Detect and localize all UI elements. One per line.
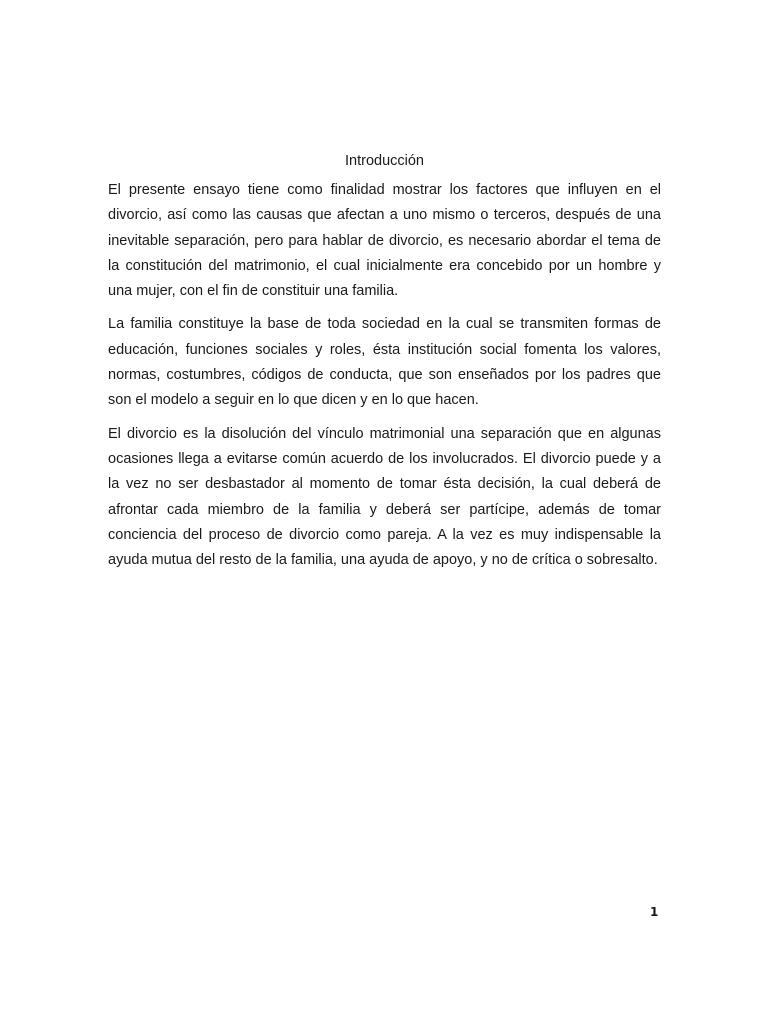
page-number: 1 xyxy=(650,905,659,919)
paragraph-3: El divorcio es la disolución del vínculo matrimonial una separación que en algunas ocasiones llega a evitarse común acuerdo de los involucrados. El divorcio puede y a la vez no ser desbastador al momento de tomar ésta decisión, la cual deberá de afrontar cada miembro de la familia y deberá ser partícipe, además de tomar conciencia del proceso de divorcio como pareja. A la vez es muy indispensable la ayuda mutua del resto de la familia, una ayuda de apoyo, y no de crítica o sobresalto. xyxy=(108,425,661,569)
document-title: Introducción xyxy=(345,153,424,169)
paragraph-1: El presente ensayo tiene como finalidad mostrar los factores que influyen en el divorcio, así como las causas que afectan a uno mismo o terceros, después de una inevitable separación, pero para hablar de divorcio, es necesario abordar el tema de la constitución del matrimonio, el cual inicialmente era concebido por un hombre y una mujer, con el fin de constituir una familia. xyxy=(108,182,661,300)
paragraph-2: La familia constituye la base de toda sociedad en la cual se transmiten formas de educación, funciones sociales y roles, ésta institución social fomenta los valores, normas, costumbres, códigos de conducta, que son enseñados por los padres que son el modelo a seguir en lo que dicen y en lo que hacen. xyxy=(108,316,661,409)
document-body xyxy=(108,148,661,581)
